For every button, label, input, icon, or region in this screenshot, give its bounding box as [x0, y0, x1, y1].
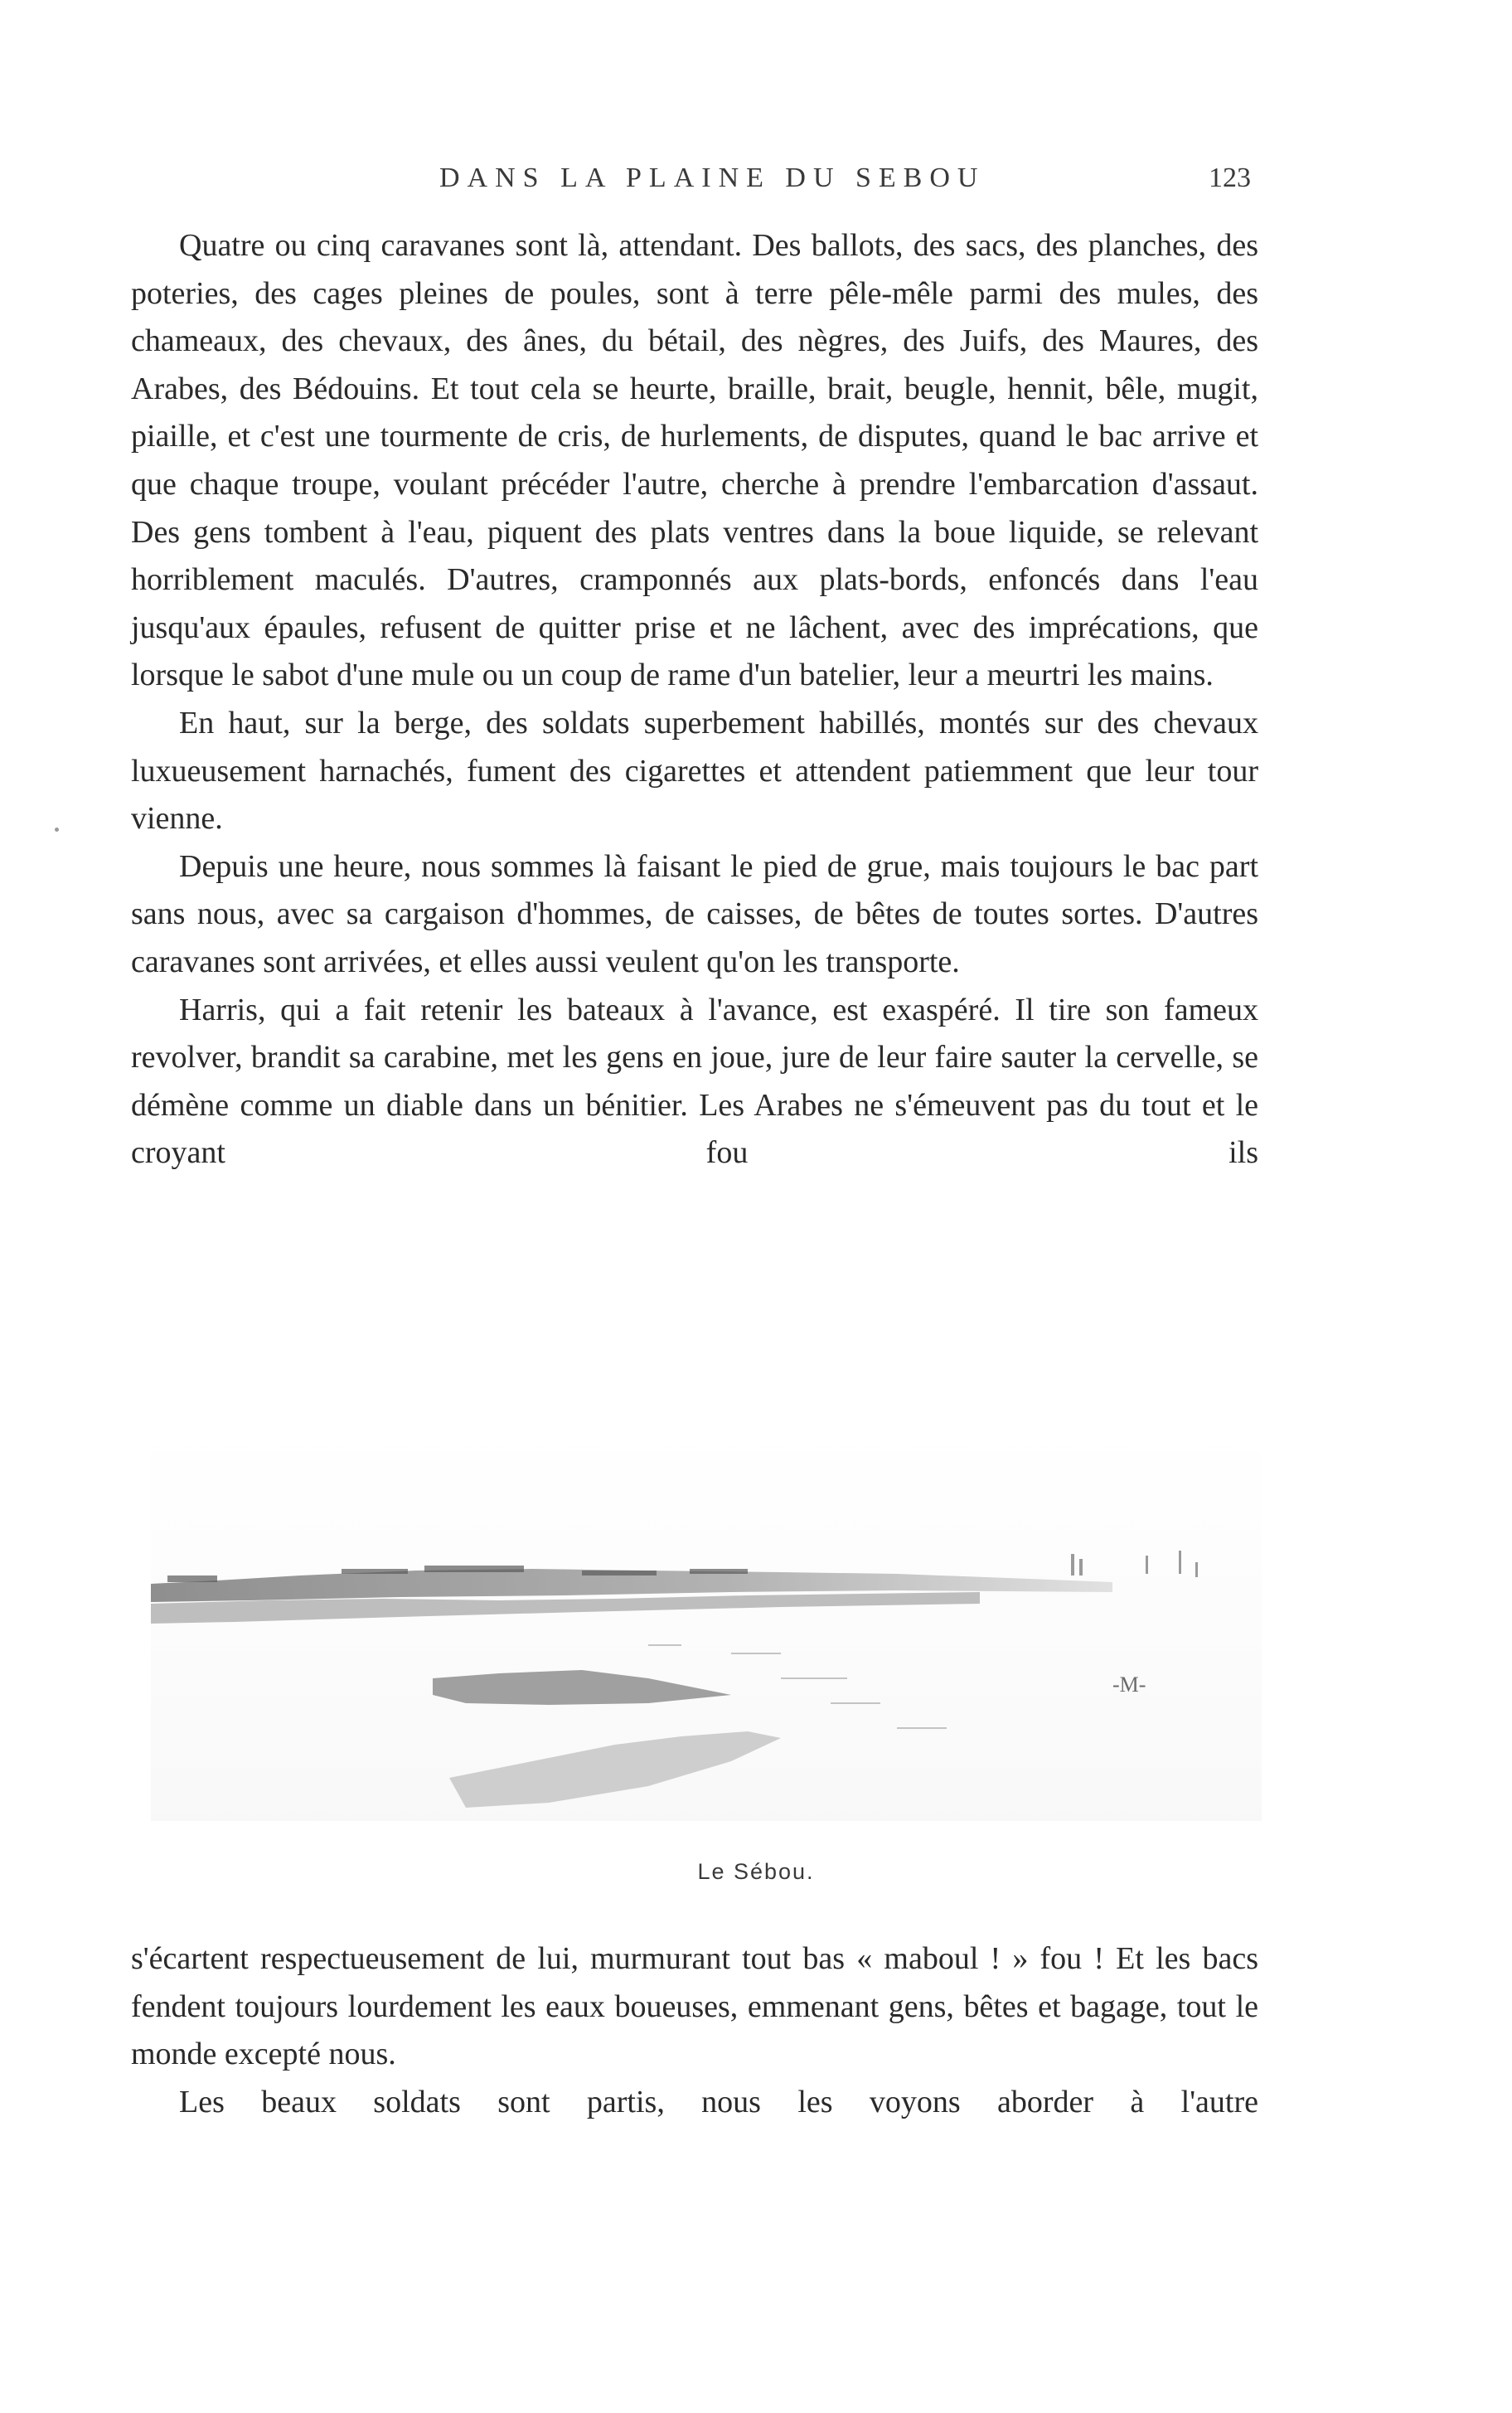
river-illustration	[151, 1430, 1262, 1821]
paragraph-2: En haut, sur la berge, des soldats superbement habillés, montés sur des chevaux luxueusement harnachés, fument des cigarettes et attendent patiemment que leur tour vienne.	[131, 705, 1258, 837]
page-number: 123	[1209, 163, 1251, 193]
river-landscape-sketch-icon	[151, 1430, 1262, 1821]
paragraph-1: Quatre ou cinq caravanes sont là, attendant. Des ballots, des sacs, des planches, des poteries, des cages pleines de poules, sont à terre pêle-mêle parmi des mules, des chameaux, des chevaux, des ânes, du bétail, des nègres, des Juifs, des Maures, des Arabes, des Bédouins. Et tout cela se heurte, braille, brait, beugle, hennit, bêle, mugit, piaille, et c'est une tourmente de cris, de hurlements, de disputes, quand le bac arrive et que chaque troupe, voulant précéder l'autre, cherche à prendre l'embarcation d'assaut. Des gens tombent à l'eau, piquent des plats ventres dans la boue liquide, se relevant horriblement maculés. D'autres, cramponnés aux plats-bords, enfoncés dans l'eau jusqu'aux épaules, refusent de quitter prise et ne lâchent, avec des imprécations, que lorsque le sabot d'une mule ou un coup de rame d'un batelier, leur a meurtri les mains.	[131, 228, 1258, 693]
paragraph-5: s'écartent respectueusement de lui, murmurant tout bas « maboul ! » fou ! Et les bacs fendent toujours lourdement les eaux boueuses, emmenant gens, bêtes et bagage, tout le monde excepté nous.	[131, 1941, 1258, 2072]
margin-dot	[55, 828, 59, 832]
running-title: DANS LA PLAINE DU SEBOU	[439, 163, 986, 193]
running-head	[0, 163, 1512, 204]
paragraph-6: Les beaux soldats sont partis, nous les voyons aborder à l'autre	[179, 2084, 1258, 2119]
paragraph-3: Depuis une heure, nous sommes là faisant le pied de grue, mais toujours le bac part sans nous, avec sa cargaison d'hommes, de caisses, de bêtes de toutes sortes. D'autres caravanes sont arrivées, et elles aussi veulent qu'on les transporte.	[131, 848, 1258, 979]
text-before-figure	[131, 222, 1258, 1177]
artist-monogram: -M-	[1112, 1673, 1146, 1697]
text-after-figure	[131, 1935, 1258, 2126]
figure-caption: Le Sébou.	[697, 1859, 815, 1884]
paragraph-4: Harris, qui a fait retenir les bateaux à l'avance, est exaspéré. Il tire son fameux revolver, brandit sa carabine, met les gens en joue, jure de leur faire sauter la cervelle, se démène comme un diable dans un bénitier. Les Arabes ne s'émeuvent pas du tout et le croyant fou ils	[131, 992, 1258, 1171]
